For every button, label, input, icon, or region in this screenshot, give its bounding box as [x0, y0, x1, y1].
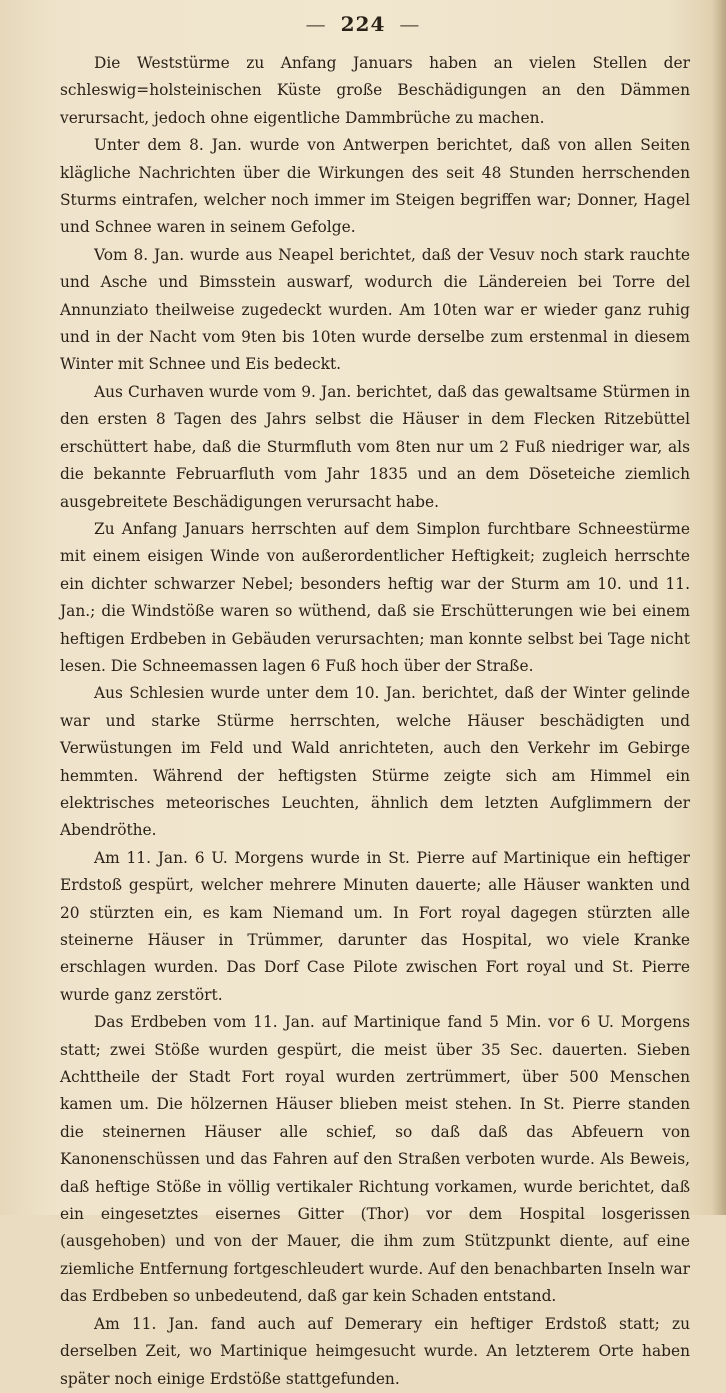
paragraph-martinique-erdbeben: Das Erdbeben vom 11. Jan. auf Martinique fand 5 Min. vor 6 U. Morgens statt; zwei Stöße wurden gespürt, die meist über 35 Sec. dauerten. Sieben Achttheile der Stadt Fort royal wurden zertrümmert, über 500 Menschen kamen um. Die hölzernen Häuser blieben meist stehen. In St. Pierre standen die steinernen Häuser alle schief, so daß daß das Abfeuern von Kanonenschüssen und das Fahren auf den Straßen verboten wurde. Als Beweis, daß heftige Stöße in völlig vertikaler Richtung vorkamen, wurde berichtet, daß ein eingesetztes eisernes Gitter (Thor) vor dem Hospital losgerissen (ausgehoben) und von der Mauer, die ihm zum Stützpunkt diente, auf eine ziemliche Entfernung fortgeschleudert wurde. Auf den benachbarten Inseln war das Erdbeben so unbedeutend, daß gar kein Schaden entstand.: [60, 1013, 690, 1306]
paragraph-neapel-vesuv: Vom 8. Jan. wurde aus Neapel berichtet, daß der Vesuv noch stark rauchte und Asche und Bimsstein auswarf, wodurch die Ländereien bei Torre del Annunziato theilweise zugedeckt wurden. Am 10ten war er wieder ganz ruhig und in der Nacht vom 9ten bis 10ten wurde derselbe zum erstenmal in diesem Winter mit Schnee und Eis bedeckt.: [60, 245, 690, 374]
paragraph-curhaven: Aus Curhaven wurde vom 9. Jan. berichtet, daß das gewaltsame Stürmen in den ersten 8 Tagen des Jahrs selbst die Häuser in dem Flecken Ritzebüttel erschüttert habe, daß die Sturmfluth vom 8ten nur um 2 Fuß niedriger war, als die bekannte Februarfluth vom Jahr 1835 und an dem Döseteiche ziemlich ausgebreitete Beschädigungen verursacht habe.: [60, 382, 690, 511]
paragraph-antwerpen: Unter dem 8. Jan. wurde von Antwerpen berichtet, daß von allen Seiten klägliche Nachrichten über die Wirkungen des seit 48 Stunden herrschenden Sturms eintrafen, welcher noch immer im Steigen begriffen war; Donner, Hagel und Schnee waren in seinem Gefolge.: [60, 136, 690, 237]
header-dash-left: —: [305, 12, 327, 36]
page-edge-shadow: [712, 0, 726, 1215]
paragraph-simplon: Zu Anfang Januars herrschten auf dem Simplon furchtbare Schneestürme mit einem eisigen Winde von außerordentlicher Heftigkeit; zugleich herrschte ein dichter schwarzer Nebel; besonders heftig war der Sturm am 10. und 11. Jan.; die Windstöße waren so wüthend, daß sie Erschütterungen wie bei einem heftigen Erdbeben in Gebäuden verursachten; man konnte selbst bei Tage nicht lesen. Die Schneemassen lagen 6 Fuß hoch über der Straße.: [60, 519, 690, 675]
header-dash-right: —: [399, 12, 421, 36]
paragraph-demerary: Am 11. Jan. fand auch auf Demerary ein heftiger Erdstoß statt; zu derselben Zeit, wo Martinique heimgesucht wurde. An letzterem Orte haben später noch einige Erdstöße stattgefunden.: [60, 1314, 690, 1388]
paragraph-schlesien: Aus Schlesien wurde unter dem 10. Jan. berichtet, daß der Winter gelinde war und starke Stürme herrschten, welche Häuser beschädigten und Verwüstungen im Feld und Wald anrichteten, auch den Verkehr im Gebirge hemmten. Während der heftigsten Stürme zeigte sich am Himmel ein elektrisches meteorisches Leuchten, ähnlich dem letzten Aufglimmern der Abendröthe.: [60, 684, 690, 840]
page-number: 224: [340, 12, 386, 36]
paragraph-martinique-erdstoss: Am 11. Jan. 6 U. Morgens wurde in St. Pierre auf Martinique ein heftiger Erdstoß gespürt, welcher mehrere Minuten dauerte; alle Häuser wankten und 20 stürzten ein, es kam Niemand um. In Fort royal dagegen stürzten alle steinerne Häuser in Trümmer, darunter das Hospital, wo viele Kranke erschlagen wurden. Das Dorf Case Pilote zwischen Fort royal und St. Pierre wurde ganz zerstört.: [60, 848, 690, 1004]
page-header: [0, 12, 726, 36]
paragraph-weststuerme: Die Weststürme zu Anfang Januars haben an vielen Stellen der schleswig=holsteinischen Küste große Beschädigungen an den Dämmen verursacht, jedoch ohne eigentliche Dammbrüche zu machen.: [60, 54, 690, 127]
page-body: [60, 50, 690, 1393]
